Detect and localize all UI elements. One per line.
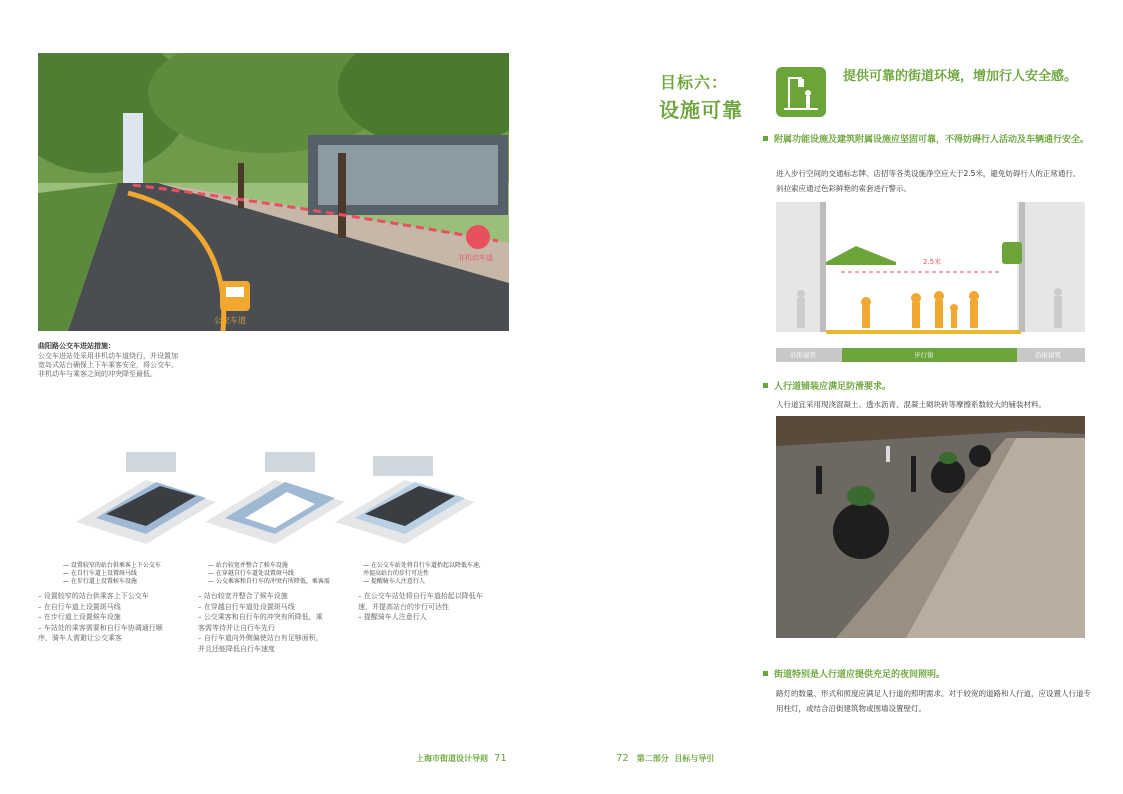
list-item: – 在步行道上设置候车设施 bbox=[38, 613, 121, 621]
footer-left bbox=[416, 753, 507, 764]
section-heading-text: 街道特别是人行道应提供充足的夜间照明。 bbox=[774, 670, 946, 680]
measure-list-1 bbox=[38, 591, 163, 644]
section-heading-2 bbox=[763, 380, 1093, 394]
footer-right bbox=[616, 753, 714, 764]
bus-stop-diagram-2 bbox=[205, 452, 345, 544]
list-item: – 在穿越自行车道处设置斑马线 bbox=[198, 602, 295, 611]
note-line: — 提醒骑车人注意行人 bbox=[363, 578, 425, 585]
paved-sidewalk-photo bbox=[776, 416, 1085, 638]
bullet-icon bbox=[763, 383, 768, 388]
list-item: – 自行车道向外侧偏使站台有足够面积， bbox=[198, 634, 323, 642]
page-number: 71 bbox=[494, 753, 507, 764]
list-item: 速，并提高站台的步行可达性 bbox=[358, 602, 449, 611]
goal-heading: 提供可靠的街道环境，增加行人安全感。 bbox=[843, 69, 1078, 84]
list-item: – 在自行车道上设置斑马线 bbox=[38, 602, 121, 611]
section-heading-text: 附属功能设施及建筑附属设施应坚固可靠，不得妨碍行人活动及车辆通行安全。 bbox=[774, 135, 1090, 145]
note-line: — 站台较宽并整合了候车设施 bbox=[208, 562, 288, 569]
caption-line: 非机动车与乘客之间的冲突降至最低。 bbox=[38, 370, 157, 378]
note-line: — 在自行车道上设置斑马线 bbox=[63, 570, 137, 577]
note-line: — 公交乘客和自行车的冲突有所降低，乘客需 bbox=[208, 578, 330, 585]
footer-title: 上海市街道设计导则 bbox=[416, 754, 488, 763]
list-item: – 提醒骑车人注意行人 bbox=[358, 613, 427, 621]
caption-line: 公交车进站处采用非机动车道绕行，并设置加 bbox=[38, 352, 178, 360]
clearance-dimension: 2.5米 bbox=[923, 258, 942, 266]
zone-label-center: 步行街 bbox=[914, 351, 934, 359]
diagram-notes-1 bbox=[63, 562, 203, 586]
measure-list-3 bbox=[358, 591, 483, 623]
section-body-1: 进入步行空间的交通标志牌、店招等各类设施净空应大于2.5米，避免妨碍行人的正常通行。斜拉索应通过色彩鲜艳的索套进行警示。 bbox=[776, 169, 1081, 193]
clearance-section-diagram bbox=[776, 202, 1085, 362]
footer-title: 目标与导引 bbox=[674, 754, 715, 763]
bike-lane-label: 非机动车道 bbox=[458, 254, 493, 262]
street-photo-bus-stop bbox=[38, 53, 509, 331]
caption-line: 宽岛式站台确保上下车乘客安全，将公交车、 bbox=[38, 361, 178, 369]
list-item: – 设置较窄的站台供乘客上下公交车 bbox=[38, 592, 149, 600]
bus-stop-diagram-3 bbox=[335, 452, 475, 544]
list-item: 并且还能降低自行车速度 bbox=[198, 644, 275, 653]
bus-lane-label: 公交车道 bbox=[214, 316, 246, 325]
diagram-notes-2 bbox=[208, 562, 348, 586]
street-sign-icon bbox=[776, 67, 826, 117]
diagram-notes-3 bbox=[363, 562, 503, 586]
section-heading-3 bbox=[763, 668, 1093, 682]
note-line: 并提高站台的步行可达性 bbox=[363, 570, 430, 577]
section-heading-1 bbox=[763, 133, 1093, 147]
footer-part: 第二部分 bbox=[636, 754, 669, 763]
photo-caption-body bbox=[38, 352, 238, 379]
photo-caption-title: 曲阳路公交车进站措施： bbox=[38, 342, 115, 350]
note-line: — 设置较窄的站台供乘客上下公交车 bbox=[63, 562, 161, 569]
bus-stop-diagram-1 bbox=[76, 452, 216, 544]
zone-label-right: 沿街建筑 bbox=[1035, 351, 1061, 359]
page-number: 72 bbox=[616, 753, 629, 764]
list-item: 客需等待并让自行车先行 bbox=[198, 623, 275, 632]
note-line: — 在步行道上设置候车设施 bbox=[63, 578, 137, 585]
section-heading-text: 人行道铺装应满足防滑要求。 bbox=[774, 382, 892, 392]
list-item: – 站台较宽并整合了候车设施 bbox=[198, 592, 288, 600]
bullet-icon bbox=[763, 671, 768, 676]
goal-number: 目标六： bbox=[660, 73, 729, 92]
note-line: — 在公交车站处将自行车道抬起以降低车速, bbox=[363, 562, 481, 569]
zone-label-left: 沿街建筑 bbox=[790, 351, 816, 359]
goal-title: 设施可靠 bbox=[659, 98, 743, 122]
section-body-3: 路灯的数量、形式和照度应满足人行道的照明需求。对于较宽的道路和人行道，应设置人行道专用柱灯，或结合沿街建筑物或围墙设置壁灯。 bbox=[776, 689, 1091, 713]
bullet-icon bbox=[763, 136, 768, 141]
section-body-2: 人行道宜采用现浇混凝土、透水沥青、混凝土砌块砖等摩擦系数较大的铺装材料。 bbox=[776, 400, 1046, 409]
measure-list-2 bbox=[198, 591, 323, 654]
list-item: – 在公交车站处将自行车道抬起以降低车 bbox=[358, 592, 483, 600]
list-item: – 公交乘客和自行车的冲突有所降低，乘 bbox=[198, 613, 323, 621]
list-item: 序，骑车人需避让公交乘客 bbox=[38, 634, 122, 642]
list-item: – 车站处的乘客需要和自行车协调通行顺 bbox=[38, 623, 163, 632]
note-line: — 在穿越自行车道处设置斑马线 bbox=[208, 570, 294, 577]
